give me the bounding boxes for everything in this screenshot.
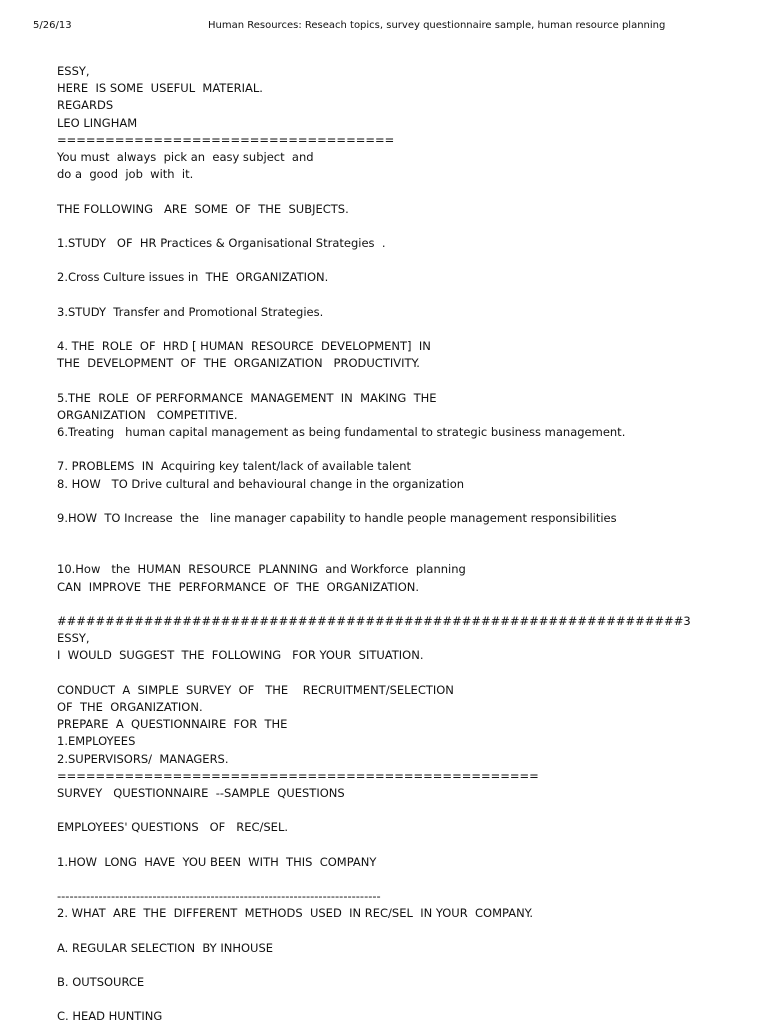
text-line: #################################################################3	[57, 614, 691, 628]
text-line: ===================================	[57, 132, 395, 147]
text-line: 8. HOW TO Drive cultural and behavioural change in the organization	[57, 476, 465, 491]
document-title: Human Resources: Reseach topics, survey questionnaire sample, human resource planning	[208, 20, 666, 31]
text-line: LEO LINGHAM	[57, 115, 138, 130]
text-line: CAN IMPROVE THE PERFORMANCE OF THE ORGANIZATION.	[57, 579, 420, 594]
text-line: 10.How the HUMAN RESOURCE PLANNING and Workforce planning	[57, 562, 466, 577]
text-line: 2.SUPERVISORS/ MANAGERS.	[57, 751, 229, 766]
blank-line	[57, 218, 747, 235]
blank-line	[57, 836, 747, 853]
text-line: EMPLOYEES' QUESTIONS OF REC/SEL.	[57, 820, 289, 835]
blank-line	[57, 493, 747, 510]
text-line: do a good job with it.	[57, 167, 194, 182]
text-line: THE FOLLOWING ARE SOME OF THE SUBJECTS.	[57, 201, 349, 216]
text-line: 3.STUDY Transfer and Promotional Strategies.	[57, 304, 324, 319]
blank-line	[57, 665, 747, 682]
blank-line	[57, 544, 747, 561]
document-body	[57, 63, 747, 1026]
text-line: A. REGULAR SELECTION BY INHOUSE	[57, 940, 274, 955]
text-line: 7. PROBLEMS IN Acquiring key talent/lack of available talent	[57, 459, 412, 474]
blank-line	[57, 871, 747, 888]
text-line: 5.THE ROLE OF PERFORMANCE MANAGEMENT IN MAKING THE	[57, 390, 437, 405]
blank-line	[57, 527, 747, 544]
text-line: 2.Cross Culture issues in THE ORGANIZATION.	[57, 270, 329, 285]
text-line: ESSY,	[57, 64, 90, 78]
text-line: 1.EMPLOYEES	[57, 734, 136, 749]
text-line: SURVEY QUESTIONNAIRE --SAMPLE QUESTIONS	[57, 785, 345, 800]
blank-line	[57, 596, 747, 613]
blank-line	[57, 286, 747, 303]
text-line: C. HEAD HUNTING	[57, 1009, 163, 1024]
text-line: 6.Treating human capital management as being fundamental to strategic business management.	[57, 424, 626, 439]
text-line: PREPARE A QUESTIONNAIRE FOR THE	[57, 717, 288, 732]
blank-line	[57, 802, 747, 819]
blank-line	[57, 252, 747, 269]
blank-line	[57, 922, 747, 939]
blank-line	[57, 372, 747, 389]
page-header	[0, 19, 768, 33]
text-line: 2. WHAT ARE THE DIFFERENT METHODS USED IN REC/SEL IN YOUR COMPANY.	[57, 906, 534, 921]
text-line: ------------------------------------------------------------------------------	[57, 889, 381, 903]
text-line: 9.HOW TO Increase the line manager capability to handle people management responsibilities	[57, 510, 617, 525]
blank-line	[57, 183, 747, 200]
text-line: 4. THE ROLE OF HRD [ HUMAN RESOURCE DEVELOPMENT] IN	[57, 339, 431, 353]
text-line: I WOULD SUGGEST THE FOLLOWING FOR YOUR SITUATION.	[57, 648, 424, 663]
blank-line	[57, 957, 747, 974]
blank-line	[57, 441, 747, 458]
text-line: B. OUTSOURCE	[57, 974, 145, 989]
text-line: OF THE ORGANIZATION.	[57, 699, 203, 714]
text-line: ESSY,	[57, 631, 90, 646]
text-line: You must always pick an easy subject and	[57, 149, 314, 164]
blank-line	[57, 321, 747, 338]
text-line: THE DEVELOPMENT OF THE ORGANIZATION PRODUCTIVITY.	[57, 356, 420, 371]
print-date: 5/26/13	[33, 20, 72, 31]
text-line: ==================================================	[57, 768, 539, 783]
blank-line	[57, 991, 747, 1008]
text-line: ORGANIZATION COMPETITIVE.	[57, 407, 238, 422]
text-line: 1.STUDY OF HR Practices & Organisational Strategies .	[57, 235, 386, 250]
text-line: REGARDS	[57, 98, 114, 113]
text-line: CONDUCT A SIMPLE SURVEY OF THE RECRUITMENT/SELECTION	[57, 682, 454, 697]
text-line: 1.HOW LONG HAVE YOU BEEN WITH THIS COMPANY	[57, 854, 377, 869]
text-line: HERE IS SOME USEFUL MATERIAL.	[57, 81, 263, 96]
